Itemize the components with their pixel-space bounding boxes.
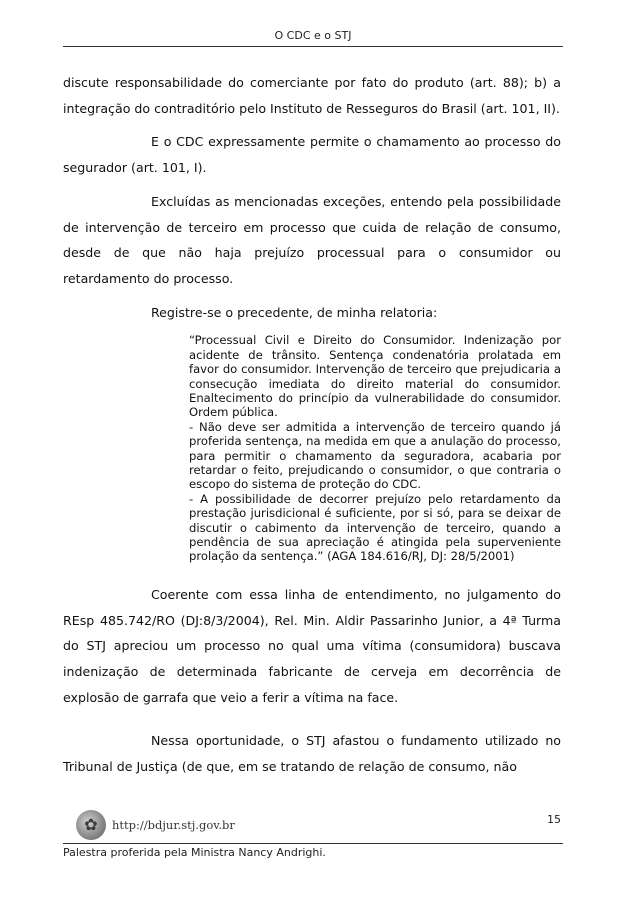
- paragraph-cdc-chamamento: E o CDC expressamente permite o chamamento ao processo do segurador (art. 101, I).: [63, 134, 561, 176]
- emblem-icon: ✿: [76, 810, 106, 840]
- quote-item-1: - Não deve ser admitida a intervenção de terceiro quando já proferida sentença, na medida em que a anulação do processo, para permitir o chamamento da seguradora, acabaria por retardar o feito, prejudicando o consumidor, o que contraria o escopo do sistema de proteção do CDC.: [189, 419, 561, 492]
- page-number: 15: [547, 813, 561, 826]
- block-quote: [189, 333, 561, 564]
- quote-ementa: “Processual Civil e Direito do Consumidor. Indenização por acidente de trânsito. Sentença condenatória prolatada em favor do consumidor. Intervenção de terceiro que prejudicaria a consecução imediata do direito material do consumidor. Enaltecimento do princípio da vulnerabilidade do consumidor. Ordem pública.: [189, 333, 561, 420]
- paragraph-registre-se: Registre-se o precedente, de minha relatoria:: [151, 304, 438, 320]
- stj-logo: [76, 810, 235, 840]
- running-header: O CDC e o STJ: [274, 29, 352, 42]
- paragraph-nessa-oportunidade: Nessa oportunidade, o STJ afastou o fundamento utilizado no Tribunal de Justiça (de que, em se tratando de relação de consumo, não: [63, 733, 561, 775]
- header-divider: [63, 46, 563, 47]
- footer-divider: [63, 843, 563, 844]
- paragraph-coerente: Coerente com essa linha de entendimento, no julgamento do REsp 485.742/RO (DJ:8/3/2004), Rel. Min. Aldir Passarinho Junior, a 4ª Turma do STJ apreciou um processo no qual uma vítima (consumidora) buscava indenização de determinada fabricante de cerveja em decorrência de explosão de garrafa que veio a ferir a vítima na face.: [63, 586, 561, 705]
- paragraph-continuation: discute responsabilidade do comerciante por fato do produto (art. 88); b) a integração do contraditório pelo Instituto de Resseguros do Brasil (art. 101, II).: [63, 75, 561, 116]
- logo-url: http://bdjur.stj.gov.br: [112, 818, 235, 832]
- running-footer: Palestra proferida pela Ministra Nancy Andrighi.: [63, 846, 326, 859]
- document-body: [63, 70, 561, 780]
- quote-item-2: - A possibilidade de decorrer prejuízo pelo retardamento da prestação jurisdicional é suficiente, por si só, para se deixar de discutir o cabimento da intervenção de terceiro, quando a pendência de sua apreciação é atingida pela superveniente prolação da sentença.” (AGA 184.616/RJ, DJ: 28/5/2001): [189, 491, 561, 564]
- paragraph-excluidas: Excluídas as mencionadas exceções, entendo pela possibilidade de intervenção de terceiro em processo que cuida de relação de consumo, desde de que não haja prejuízo processual para o consumidor ou retardamento do processo.: [63, 193, 561, 286]
